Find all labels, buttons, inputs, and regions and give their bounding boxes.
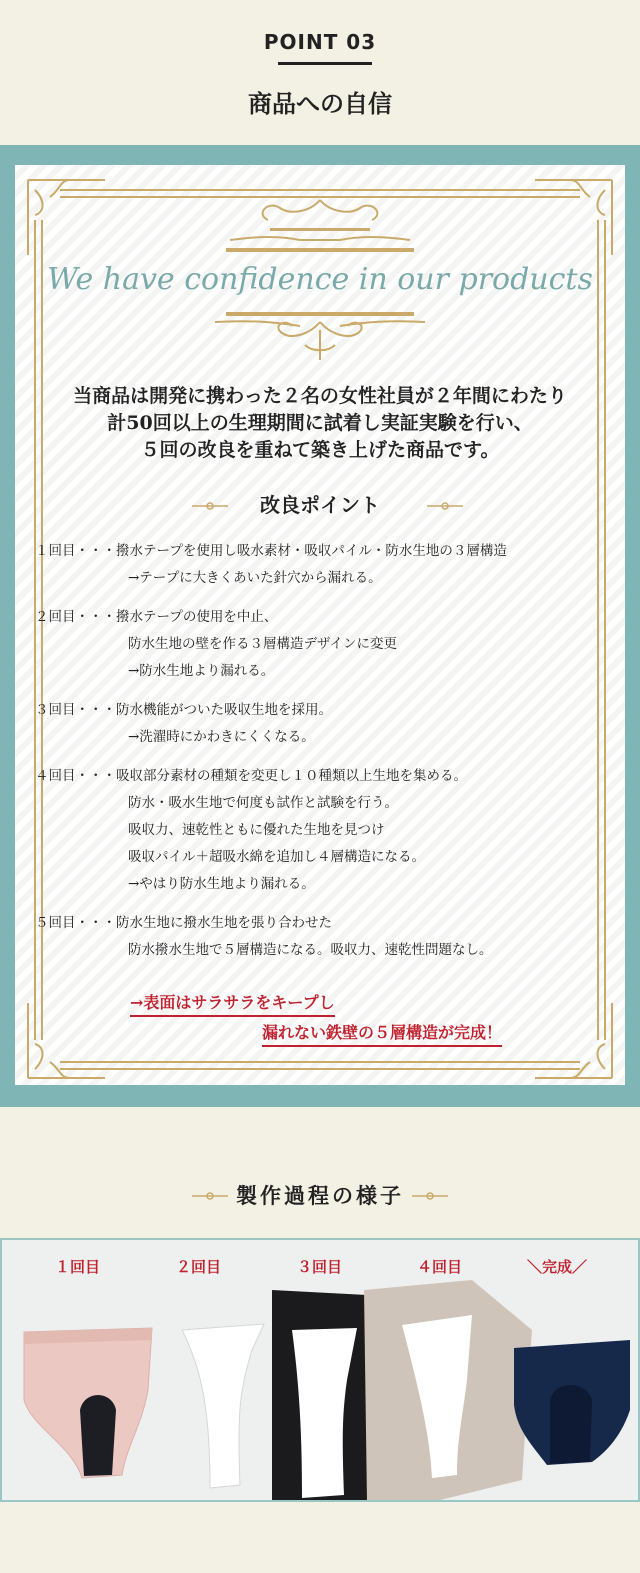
step-head: １回目・・・撥水テープを使用し吸水素材・吸収パイル・防水生地の３層構造	[35, 543, 507, 559]
process-label-1: １回目	[55, 1258, 101, 1276]
step-1	[35, 538, 615, 592]
result-highlight-2: 漏れない鉄壁の５層構造が完成！	[262, 1020, 502, 1047]
process-photo	[0, 1238, 640, 1502]
process-title: 製作過程の様子	[236, 1183, 404, 1208]
step-line: →洗濯時にかわきにくくなる。	[128, 729, 315, 745]
intro-line: 計50回以上の生理期間に試着し実証実験を行い、	[107, 412, 533, 434]
step-line: 防水・吸水生地で何度も試作と試験を行う。	[128, 795, 398, 811]
section-title: 商品への自信	[248, 90, 392, 118]
step-head: ５回目・・・防水生地に撥水生地を張り合わせた	[35, 915, 332, 931]
step-line: →防水生地より漏れる。	[128, 663, 275, 679]
right-ornament-icon	[425, 499, 465, 513]
step-3	[35, 697, 615, 751]
process-label-complete: ＼完成／	[527, 1258, 588, 1276]
step-line: 防水生地の壁を作る３層構造デザインに変更	[128, 636, 398, 652]
step-line: 防水撥水生地で５層構造になる。吸収力、速乾性問題なし。	[128, 942, 493, 958]
process-label-2: ２回目	[176, 1258, 222, 1276]
step-line: →テープに大きくあいた針穴から漏れる。	[128, 570, 382, 586]
step-4	[35, 763, 615, 898]
result-highlight-1: →表面はサラサラをキープし	[130, 990, 335, 1017]
intro-line: 当商品は開発に携わった２名の女性社員が２年間にわたり	[73, 385, 567, 407]
point-label: POINT 03	[263, 30, 377, 54]
step-line: 吸収パイル＋超吸水綿を追加し４層構造になる。	[128, 849, 425, 865]
step-head: ２回目・・・撥水テープの使用を中止、	[35, 609, 278, 625]
step-line: 吸収力、速乾性ともに優れた生地を見つけ	[128, 822, 385, 838]
garment-illustration	[2, 1240, 640, 1502]
right-ornament-icon	[410, 1189, 450, 1203]
step-2	[35, 604, 615, 685]
intro-line: ５回の改良を重ねて築き上げた商品です。	[140, 439, 500, 461]
process-label-3: ３回目	[297, 1258, 343, 1276]
process-label-4: ４回目	[417, 1258, 463, 1276]
english-heading: We have confidence in our products	[47, 262, 593, 297]
intro-text	[0, 383, 640, 464]
step-line: →やはり防水生地より漏れる。	[128, 876, 315, 892]
step-5	[35, 910, 615, 964]
improvement-steps	[35, 538, 615, 976]
step-head: ３回目・・・防水機能がついた吸収生地を採用。	[35, 702, 332, 718]
kaizen-title: 改良ポイント	[260, 493, 380, 517]
step-head: ４回目・・・吸収部分素材の種類を変更し１０種類以上生地を集める。	[35, 768, 467, 784]
